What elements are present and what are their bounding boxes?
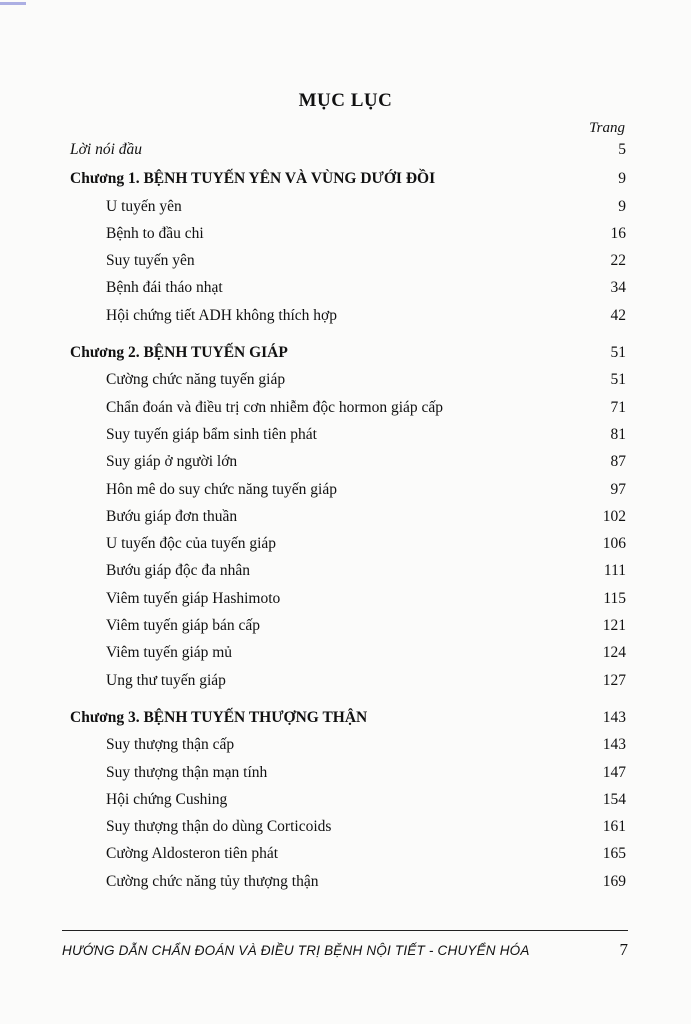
toc-entry-label: U tuyến yên [106,197,182,215]
toc-item-row [70,672,626,699]
toc-entry-label: Suy thượng thận mạn tính [106,763,268,781]
footer-page-number: 7 [619,940,628,959]
toc-chapter-row [70,709,626,736]
toc-item-row [70,791,626,818]
toc-entry-label: Suy tuyến yên [106,252,195,270]
toc-entry-label: Viêm tuyến giáp Hashimoto [106,589,281,607]
toc-entry-page: 121 [602,617,626,635]
toc-item-row [70,453,626,480]
toc-entry-label: Suy thượng thận cấp [106,736,235,754]
toc-item-row [70,562,626,589]
toc-item-row [70,481,626,508]
toc-entry-page: 127 [602,671,626,689]
page-footer [62,940,628,960]
toc-entry-page: 16 [610,224,626,242]
toc-entry-page: 71 [610,398,626,416]
toc-item-row [70,307,626,334]
toc-entry-page: 81 [610,425,626,443]
toc-chapter-row [70,344,626,371]
toc-entry-label: Hội chứng tiết ADH không thích hợp [106,306,337,324]
toc-entry-page: 111 [603,562,626,580]
toc-entry-page: 51 [610,371,626,389]
footer-divider [62,930,628,931]
toc-entry-label: Bệnh to đầu chi [106,224,204,242]
toc-entry-label: Chẩn đoán và điều trị cơn nhiễm độc hormon giáp cấp [106,398,444,416]
toc-entry-page: 97 [610,480,626,498]
toc-item-row [70,617,626,644]
toc-entry-page: 106 [602,535,626,553]
toc-item-row [70,873,626,900]
toc-item-row [70,764,626,791]
toc-entry-page: 115 [603,589,626,607]
toc-item-row [70,508,626,535]
toc-entry-label: Suy thượng thận do dùng Corticoids [106,818,332,836]
toc-entry-label: Hôn mê do suy chức năng tuyến giáp [106,480,337,498]
toc-item-row [70,535,626,562]
toc-entry-label: Cường Aldosteron tiên phát [106,845,279,863]
toc-item-row [70,198,626,225]
toc-entry-page: 161 [602,818,626,836]
toc-item-row [70,371,626,398]
toc-entry-label: Hội chứng Cushing [106,790,228,808]
toc-entry-page: 169 [602,872,626,890]
toc-entry-page: 51 [610,344,626,362]
toc-entry-page: 102 [602,507,626,525]
toc-entry-page: 42 [610,306,626,324]
footer-book-title: HƯỚNG DẪN CHẨN ĐOÁN VÀ ĐIỀU TRỊ BỆNH NỘI TIẾT - CHUYỂN HÓA [62,943,530,958]
toc-entry-page: 9 [618,197,626,215]
toc-item-row [70,818,626,845]
toc-chapter-row [70,170,626,197]
toc-entry-label: Bướu giáp đơn thuần [106,507,238,525]
toc-item-row [70,590,626,617]
toc-intro-row [70,141,626,168]
toc-entry-page: 154 [602,790,626,808]
toc-entry-page: 124 [602,644,626,662]
toc-entry-label: Chương 1. BỆNH TUYẾN YÊN VÀ VÙNG DƯỚI ĐỒI [70,170,436,188]
toc-entry-label: Ung thư tuyến giáp [106,671,226,689]
toc-entry-label: Chương 2. BỆNH TUYẾN GIÁP [70,344,288,362]
scan-mark [0,2,26,5]
toc-entry-page: 9 [618,170,626,188]
toc-entry-page: 143 [602,708,626,726]
toc-entry-label: Suy tuyến giáp bẩm sinh tiên phát [106,425,317,443]
toc-entry-label: Cường chức năng tủy thượng thận [106,872,319,890]
page-column-label: Trang [589,120,625,136]
table-of-contents [70,141,626,900]
toc-entry-label: Chương 3. BỆNH TUYẾN THƯỢNG THẬN [70,708,368,726]
toc-item-row [70,399,626,426]
toc-entry-label: Bệnh đái tháo nhạt [106,279,223,297]
toc-entry-label: Cường chức năng tuyến giáp [106,371,286,389]
toc-item-row [70,252,626,279]
toc-entry-label: Lời nói đầu [70,141,143,158]
toc-entry-label: Viêm tuyến giáp mủ [106,644,233,662]
page-title: MỤC LỤC [298,90,393,111]
toc-item-row [70,279,626,306]
toc-entry-label: Viêm tuyến giáp bán cấp [106,617,261,635]
toc-item-row [70,736,626,763]
toc-item-row [70,426,626,453]
toc-entry-label: Suy giáp ở người lớn [106,453,238,471]
toc-entry-page: 22 [610,252,626,270]
toc-entry-page: 147 [602,763,626,781]
toc-item-row [70,644,626,671]
toc-item-row [70,225,626,252]
toc-entry-page: 143 [602,736,626,754]
toc-entry-page: 87 [610,453,626,471]
toc-entry-page: 34 [610,279,626,297]
toc-entry-label: Bướu giáp độc đa nhân [106,562,251,580]
toc-entry-page: 165 [602,845,626,863]
toc-entry-label: U tuyến độc của tuyến giáp [106,535,277,553]
toc-entry-page: 5 [618,141,626,158]
toc-item-row [70,845,626,872]
